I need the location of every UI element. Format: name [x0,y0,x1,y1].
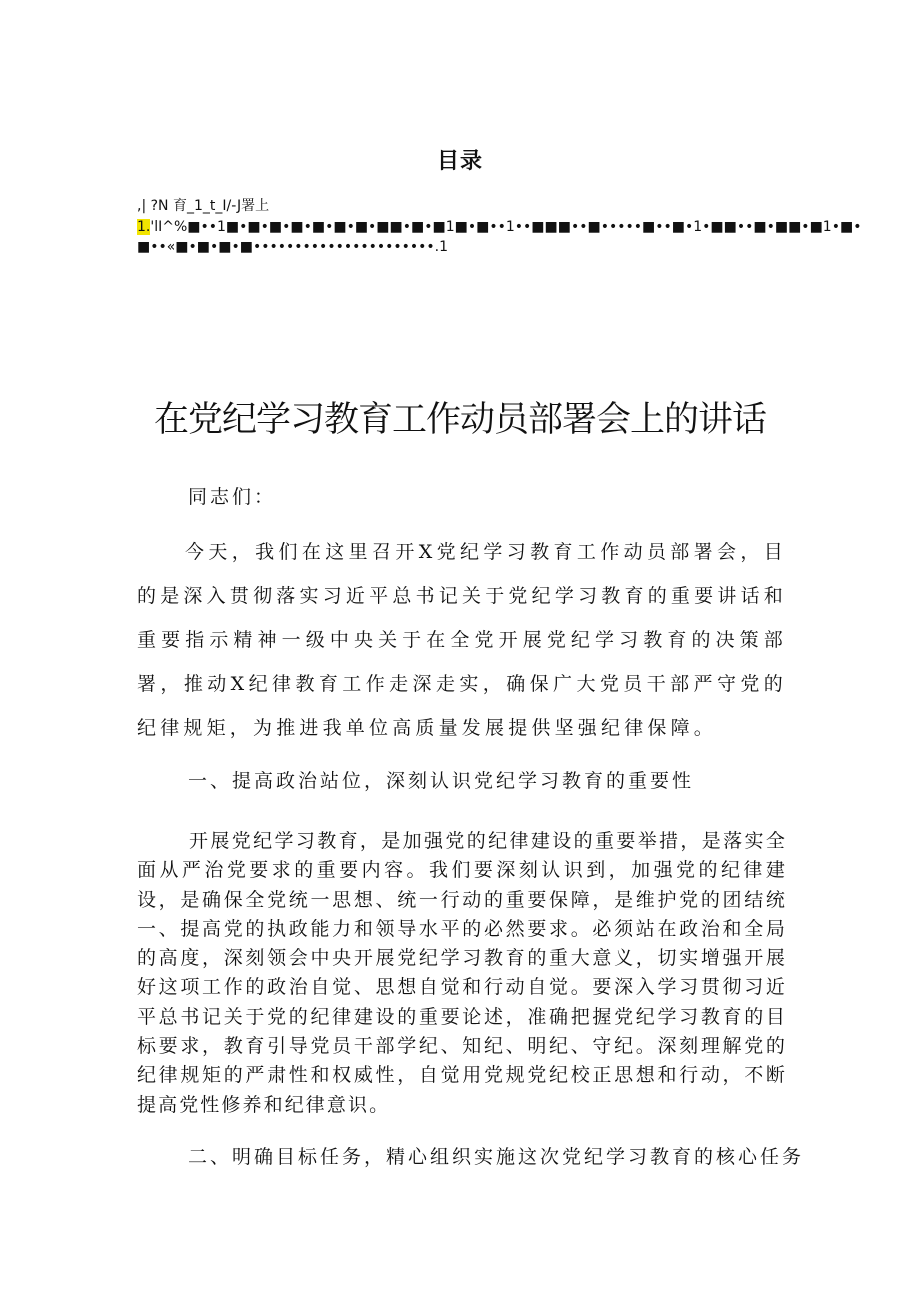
toc-entry-leader: 'lI^%■••1■•■•■•■•■•■•■•■■•■•■1■•■••1••■■■••■•••••■••■•1•■■••■•■■•■1•■• [150,219,862,235]
salutation: 同志们： [188,486,277,508]
toc-entry-number: 1. [137,219,151,235]
document-title: 在党纪学习教育工作动员部署会上的讲话 [153,400,766,440]
body-paragraph-section-1: 开展党纪学习教育，是加强党的纪律建设的重要举措，是落实全面从严治党要求的重要内容。我们要深刻认识到，加强党的纪律建设，是确保全党统一思想、统一行动的重要保障，是维护党的团结统一、提高党的执政能力和领导水平的必然要求。必须站在政治和全局的高度，深刻领会中央开展党纪学习教育的重大意义，切实增强开展好这项工作的政治自觉、思想自觉和行动自觉。要深入学习贯彻习近平总书记关于党的纪律建设的重要论述，准确把握党纪学习教育的目标要求，教育引导党员干部学纪、知纪、明纪、守纪。深刻理解党的纪律规矩的严肃性和权威性，自觉用党规党纪校正思想和行动，不断提高党性修养和纪律意识。 [137,830,787,1116]
section-heading-1: 一、提高政治站位，深刻认识党纪学习教育的重要性 [188,770,695,792]
toc-entry-garbled[interactable]: ,| ?N 育_1_t_I/-J署上 [137,198,270,214]
body-paragraph-intro: 今天，我们在这里召开X党纪学习教育工作动员部署会，目的是深入贯彻落实习近平总书记关于党纪学习教育的重要讲话和重要指示精神一级中央关于在全党开展党纪学习教育的决策部署，推动X纪律教育工作走深走实，确保广大党员干部严守党的纪律规矩，为推进我单位高质量发展提供坚强纪律保障。 [137,541,787,739]
toc-entry-dotted[interactable] [137,219,862,235]
toc-title: 目录 [436,149,483,174]
toc-entry-page[interactable]: ■••«■•■•■•■••••••••••••••••••••••.1 [137,239,449,255]
section-heading-2: 二、明确目标任务，精心组织实施这次党纪学习教育的核心任务 [188,1146,805,1168]
